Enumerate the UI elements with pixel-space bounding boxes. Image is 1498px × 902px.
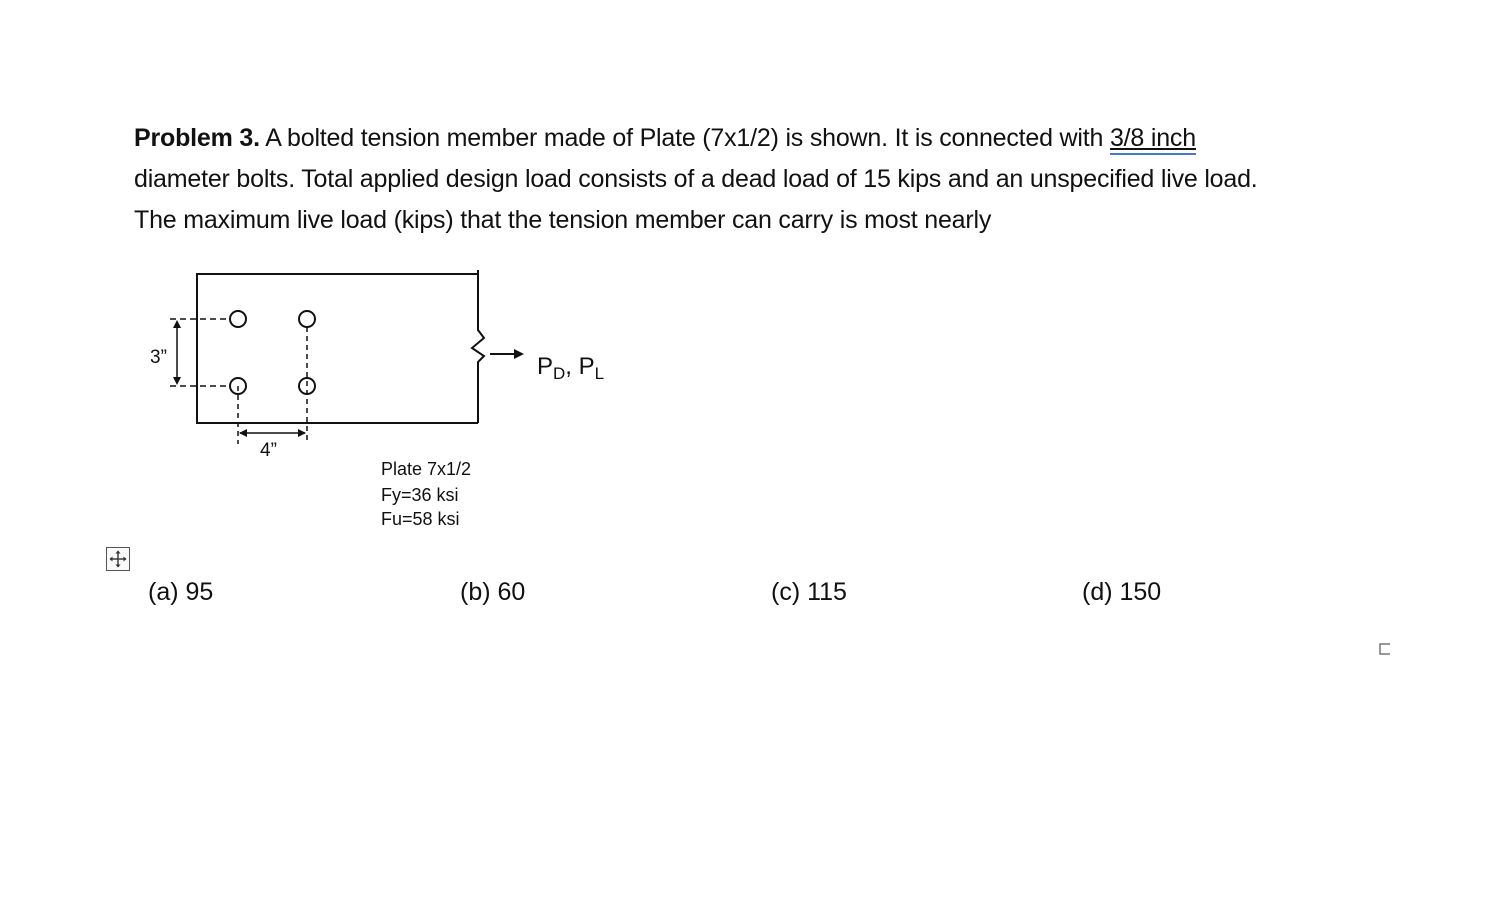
load-symbol-dead: P: [537, 353, 554, 380]
problem-line-1: [134, 118, 1434, 159]
table-move-handle-icon[interactable]: [106, 547, 130, 571]
bolted-plate-figure: [130, 262, 650, 542]
load-separator: ,: [565, 353, 579, 380]
plate-spec-label: Plate 7x1/2: [381, 459, 472, 479]
bolt-hole-top-left: [230, 311, 246, 327]
vertical-dimension-arrow-top: [173, 320, 181, 328]
load-label: [537, 353, 604, 383]
problem-statement: [134, 118, 1434, 241]
vertical-dimension-arrow-bottom: [173, 377, 181, 385]
plate-outline: [197, 274, 478, 423]
vertical-dimension-label: 3”: [150, 347, 167, 368]
ultimate-strength-label: Fu=58 ksi: [381, 509, 460, 529]
horizontal-dimension-label: 4”: [260, 440, 277, 461]
answer-option-a: (a) 95: [148, 578, 214, 606]
problem-label: Problem 3.: [134, 124, 260, 152]
problem-line-3: The maximum live load (kips) that the tension member can carry is most nearly: [134, 206, 992, 234]
move-arrows-icon: [107, 548, 129, 570]
problem-text-1: A bolted tension member made of Plate (7x1/2) is shown. It is connected with: [259, 124, 1110, 152]
bolt-diameter-text: 3/8 inch: [1110, 124, 1196, 155]
bolt-hole-top-right: [299, 311, 315, 327]
answer-option-d: (d) 150: [1082, 578, 1162, 606]
yield-strength-label: Fy=36 ksi: [381, 485, 459, 505]
load-arrow-head: [514, 349, 524, 359]
load-subscript-dead: D: [553, 364, 566, 383]
load-symbol-live: P: [578, 353, 595, 380]
answer-option-b: (b) 60: [460, 578, 526, 606]
horizontal-dimension-arrow-left: [239, 429, 247, 437]
answer-option-c: (c) 115: [771, 578, 847, 606]
horizontal-dimension-arrow-right: [298, 429, 306, 437]
problem-line-2: diameter bolts. Total applied design load consists of a dead load of 15 kips and an unspecified live load.: [134, 165, 1258, 193]
load-subscript-live: L: [594, 364, 605, 383]
plate-break-line: [472, 270, 484, 423]
paragraph-corner-mark-icon: [1378, 642, 1392, 656]
